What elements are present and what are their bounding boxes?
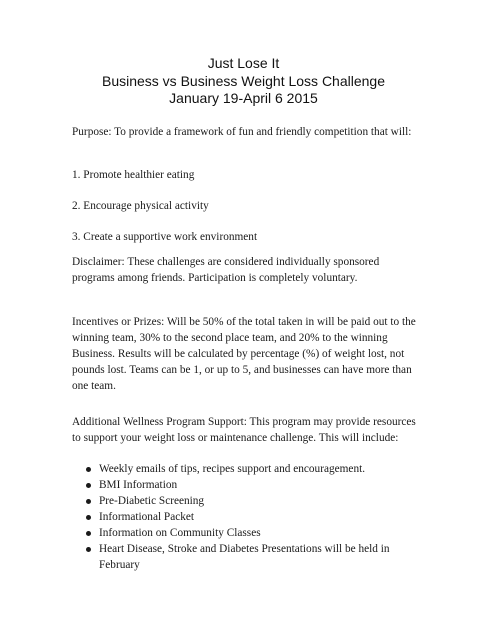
- bullet-icon: [86, 531, 91, 536]
- document-title: [0, 55, 487, 108]
- incentives-paragraph: Incentives or Prizes: Will be 50% of the total taken in will be paid out to the winning team, 30% to the second place team, and 20% to the winning Business. Results will be calculated by percentage (%) of weight lost, not pounds lost. Teams can be 1, or up to 5, and businesses can have more than one team.: [72, 316, 416, 392]
- purpose-paragraph: Purpose: To provide a framework of fun and friendly competition that will:: [72, 126, 412, 138]
- list-item: [72, 493, 432, 509]
- support-bullet-list: [72, 461, 432, 573]
- title-line-2: Business vs Business Weight Loss Challenge: [101, 72, 385, 89]
- list-item-text: Heart Disease, Stroke and Diabetes Presentations will be held in February: [99, 543, 390, 571]
- goal-item-1: 1. Promote healthier eating: [72, 169, 195, 181]
- list-item-text: Weekly emails of tips, recipes support and encouragement.: [99, 463, 366, 475]
- goal-item-2: 2. Encourage physical activity: [72, 200, 209, 212]
- list-item-text: Informational Packet: [99, 511, 195, 523]
- list-item-text: Information on Community Classes: [99, 527, 261, 539]
- disclaimer-paragraph: Disclaimer: These challenges are considered individually sponsored programs among friends. Participation is completely voluntary.: [72, 256, 380, 284]
- title-line-1: Just Lose It: [207, 55, 280, 71]
- list-item-text: BMI Information: [99, 479, 178, 491]
- list-item: [72, 541, 432, 573]
- goal-item-3: 3. Create a supportive work environment: [72, 231, 258, 243]
- bullet-icon: [86, 483, 91, 488]
- list-item: [72, 525, 432, 541]
- bullet-icon: [86, 467, 91, 472]
- bullet-icon: [86, 515, 91, 520]
- bullet-icon: [86, 499, 91, 504]
- list-item-text: Pre-Diabetic Screening: [99, 495, 205, 507]
- list-item: [72, 509, 432, 525]
- title-line-3: January 19-April 6 2015: [169, 90, 318, 106]
- bullet-icon: [86, 547, 91, 552]
- list-item: [72, 477, 432, 493]
- additional-support-paragraph: Additional Wellness Program Support: This program may provide resources to support your weight loss or maintenance challenge. This will include:: [72, 416, 416, 444]
- list-item: [72, 461, 432, 477]
